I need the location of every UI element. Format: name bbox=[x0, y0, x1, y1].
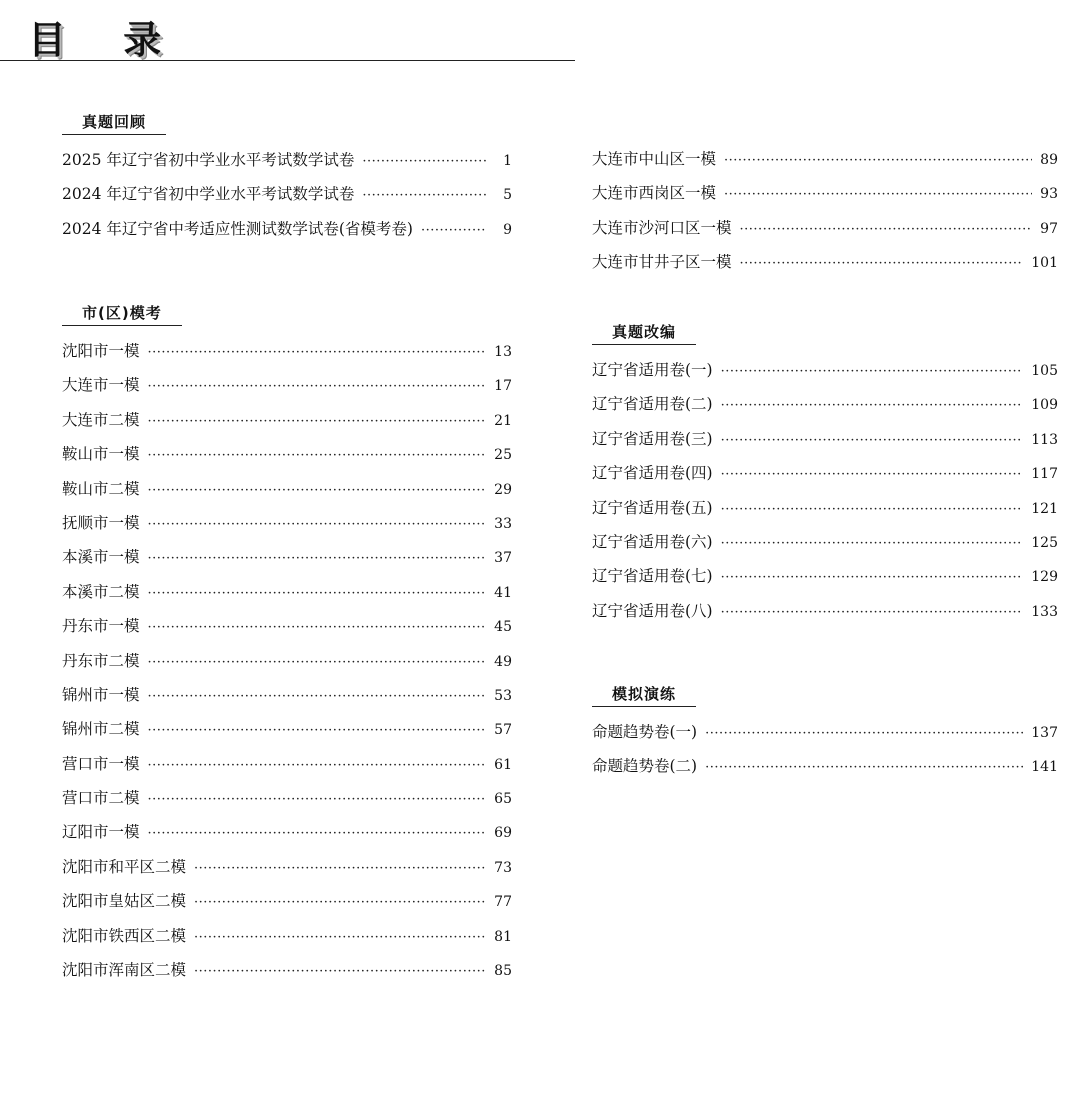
section-heading: 模拟演练 bbox=[592, 684, 696, 707]
toc-entry[interactable] bbox=[592, 422, 1058, 456]
toc-entry-title: 2025 年辽宁省初中学业水平考试数学试卷 bbox=[62, 151, 355, 169]
toc-entry[interactable] bbox=[62, 540, 512, 574]
dot-leader bbox=[148, 714, 486, 748]
toc-entry[interactable] bbox=[62, 368, 512, 402]
toc-entry[interactable] bbox=[62, 678, 512, 712]
toc-entry-page: 85 bbox=[494, 963, 512, 980]
title-rule bbox=[0, 60, 575, 61]
toc-entry-title: 辽阳市一模 bbox=[62, 823, 140, 842]
toc-entry-list bbox=[592, 353, 1058, 628]
toc-entry-title: 锦州市二模 bbox=[62, 720, 140, 739]
toc-entry-page: 93 bbox=[1040, 186, 1058, 203]
toc-entry[interactable] bbox=[62, 506, 512, 540]
toc-entry-page: 137 bbox=[1031, 725, 1058, 741]
toc-entry-page: 125 bbox=[1031, 534, 1058, 551]
dot-leader bbox=[148, 370, 486, 404]
toc-entry-title: 辽宁省适用卷(二) bbox=[592, 395, 713, 414]
toc-entry[interactable] bbox=[62, 712, 512, 746]
dot-leader bbox=[148, 611, 486, 645]
toc-entry[interactable] bbox=[62, 575, 512, 609]
toc-entry-title: 沈阳市和平区二模 bbox=[62, 857, 187, 876]
toc-entry-title: 本溪市二模 bbox=[62, 582, 140, 601]
toc-entry-page: 17 bbox=[494, 378, 512, 395]
toc-entry-title: 辽宁省适用卷(三) bbox=[592, 429, 713, 448]
toc-entry-list bbox=[592, 715, 1058, 784]
toc-entry-page: 69 bbox=[494, 825, 512, 842]
dot-leader bbox=[194, 852, 486, 886]
toc-entry[interactable] bbox=[592, 211, 1058, 245]
dot-leader bbox=[148, 783, 486, 817]
toc-entry[interactable] bbox=[592, 245, 1058, 279]
toc-entry-page: 9 bbox=[503, 221, 512, 238]
dot-leader bbox=[148, 680, 486, 714]
toc-entry-title: 辽宁省适用卷(五) bbox=[592, 498, 713, 517]
dot-leader bbox=[721, 389, 1024, 423]
dot-leader bbox=[148, 577, 486, 611]
toc-entry[interactable] bbox=[592, 491, 1058, 525]
dot-leader bbox=[148, 336, 486, 370]
toc-continued-entries bbox=[592, 142, 1058, 280]
toc-entry-page: 61 bbox=[494, 756, 512, 773]
toc-entry-page: 141 bbox=[1031, 759, 1058, 776]
page-title: 目 录 bbox=[28, 18, 184, 62]
toc-entry-title: 辽宁省适用卷(七) bbox=[592, 567, 713, 586]
dot-leader bbox=[721, 561, 1024, 595]
toc-entry[interactable] bbox=[62, 403, 512, 437]
toc-entry-page: 129 bbox=[1031, 569, 1058, 586]
toc-entry[interactable] bbox=[592, 749, 1058, 783]
toc-entry[interactable] bbox=[62, 815, 512, 849]
toc-entry-page: 13 bbox=[494, 344, 512, 360]
toc-entry-title: 大连市一模 bbox=[62, 376, 140, 395]
toc-entry[interactable] bbox=[62, 850, 512, 884]
toc-entry-page: 45 bbox=[494, 619, 512, 636]
dot-leader bbox=[362, 179, 486, 213]
dot-leader bbox=[148, 542, 486, 576]
toc-entry[interactable] bbox=[62, 334, 512, 368]
toc-entry-title: 大连市二模 bbox=[62, 410, 140, 429]
toc-entry-list bbox=[62, 143, 512, 246]
dot-leader bbox=[721, 355, 1024, 389]
toc-entry-page: 133 bbox=[1031, 603, 1058, 620]
toc-entry-title: 大连市中山区一模 bbox=[592, 150, 717, 168]
dot-leader bbox=[740, 213, 1032, 247]
toc-entry-title: 辽宁省适用卷(一) bbox=[592, 361, 713, 379]
toc-entry-page: 5 bbox=[503, 187, 512, 204]
toc-entry-title: 丹东市一模 bbox=[62, 617, 140, 636]
toc-entry[interactable] bbox=[62, 884, 512, 918]
toc-entry-page: 29 bbox=[494, 481, 512, 498]
toc-entry-list bbox=[62, 334, 512, 987]
dot-leader bbox=[721, 424, 1024, 458]
dot-leader bbox=[148, 405, 486, 439]
toc-entry[interactable] bbox=[592, 559, 1058, 593]
dot-leader bbox=[148, 817, 486, 851]
toc-entry-title: 锦州市一模 bbox=[62, 685, 140, 704]
dot-leader bbox=[724, 144, 1032, 178]
toc-entry[interactable] bbox=[62, 212, 512, 246]
toc-entry-page: 33 bbox=[494, 515, 512, 532]
toc-entry[interactable] bbox=[592, 176, 1058, 210]
toc-entry-page: 49 bbox=[494, 653, 512, 670]
toc-entry-page: 97 bbox=[1040, 220, 1058, 237]
toc-entry-page: 41 bbox=[494, 584, 512, 601]
dot-leader bbox=[421, 214, 486, 248]
toc-entry-title: 沈阳市浑南区二模 bbox=[62, 961, 187, 980]
toc-entry-page: 81 bbox=[494, 928, 512, 945]
toc-entry[interactable] bbox=[62, 953, 512, 987]
toc-entry[interactable] bbox=[62, 437, 512, 471]
toc-entry-title: 辽宁省适用卷(四) bbox=[592, 464, 713, 483]
toc-entry[interactable] bbox=[62, 143, 512, 177]
toc-entry-title: 丹东市二模 bbox=[62, 651, 140, 670]
dot-leader bbox=[724, 178, 1032, 212]
toc-entry-title: 命题趋势卷(一) bbox=[592, 723, 698, 741]
toc-entry-title: 沈阳市铁西区二模 bbox=[62, 926, 187, 945]
dot-leader bbox=[721, 596, 1024, 630]
toc-entry-page: 77 bbox=[494, 894, 512, 911]
toc-entry-title: 营口市一模 bbox=[62, 754, 140, 773]
dot-leader bbox=[148, 646, 486, 680]
toc-entry-page: 21 bbox=[494, 412, 512, 429]
toc-entry-page: 121 bbox=[1031, 500, 1058, 517]
toc-entry-title: 本溪市一模 bbox=[62, 548, 140, 567]
toc-entry-page: 73 bbox=[494, 859, 512, 876]
toc-entry[interactable] bbox=[62, 747, 512, 781]
toc-entry-page: 101 bbox=[1031, 255, 1058, 272]
toc-section-shiqu-mokao bbox=[62, 303, 512, 987]
toc-entry[interactable] bbox=[62, 919, 512, 953]
toc-entry[interactable] bbox=[592, 142, 1058, 176]
section-heading: 真题改编 bbox=[592, 322, 696, 345]
toc-entry-title: 大连市甘井子区一模 bbox=[592, 253, 732, 272]
toc-entry-title: 营口市二模 bbox=[62, 789, 140, 808]
dot-leader bbox=[194, 921, 486, 955]
dot-leader bbox=[194, 886, 486, 920]
toc-entry-title: 2024 年辽宁省初中学业水平考试数学试卷 bbox=[62, 185, 355, 204]
toc-entry-page: 117 bbox=[1031, 466, 1058, 483]
toc-entry-page: 53 bbox=[494, 687, 512, 704]
toc-entry-title: 辽宁省适用卷(六) bbox=[592, 532, 713, 551]
dot-leader bbox=[740, 247, 1024, 281]
toc-section-moni-yanlian bbox=[592, 684, 1058, 784]
dot-leader bbox=[148, 474, 486, 508]
toc-entry-title: 大连市沙河口区一模 bbox=[592, 218, 732, 237]
toc-entry-page: 105 bbox=[1031, 363, 1058, 379]
toc-entry-page: 57 bbox=[494, 722, 512, 739]
dot-leader bbox=[194, 955, 486, 989]
toc-section-zhenti-gaibian bbox=[592, 322, 1058, 628]
toc-entry-title: 命题趋势卷(二) bbox=[592, 757, 698, 776]
toc-entry-page: 89 bbox=[1040, 152, 1058, 168]
dot-leader bbox=[721, 458, 1024, 492]
toc-entry-page: 25 bbox=[494, 447, 512, 464]
toc-entry[interactable] bbox=[592, 387, 1058, 421]
toc-entry-title: 2024 年辽宁省中考适应性测试数学试卷(省模考卷) bbox=[62, 219, 413, 238]
toc-section-zhenti-huigu bbox=[62, 112, 512, 246]
toc-entry-title: 辽宁省适用卷(八) bbox=[592, 601, 713, 620]
toc-entry-page: 37 bbox=[494, 550, 512, 567]
toc-entry-title: 沈阳市皇姑区二模 bbox=[62, 892, 187, 911]
toc-entry-title: 沈阳市一模 bbox=[62, 342, 140, 360]
toc-entry[interactable] bbox=[592, 353, 1058, 387]
toc-entry[interactable] bbox=[62, 781, 512, 815]
dot-leader bbox=[721, 493, 1024, 527]
dot-leader bbox=[705, 751, 1023, 785]
toc-entry-page: 1 bbox=[503, 153, 512, 169]
toc-entry-title: 大连市西岗区一模 bbox=[592, 184, 717, 203]
toc-entry-page: 109 bbox=[1031, 397, 1058, 414]
toc-entry[interactable] bbox=[592, 456, 1058, 490]
toc-entry[interactable] bbox=[592, 715, 1058, 749]
toc-entry[interactable] bbox=[592, 525, 1058, 559]
section-heading: 真题回顾 bbox=[62, 112, 166, 135]
dot-leader bbox=[705, 717, 1023, 751]
toc-entry[interactable] bbox=[62, 177, 512, 211]
dot-leader bbox=[148, 508, 486, 542]
section-heading: 市(区)模考 bbox=[62, 303, 182, 326]
toc-entry-page: 65 bbox=[494, 791, 512, 808]
toc-entry-page: 113 bbox=[1031, 431, 1058, 448]
dot-leader bbox=[362, 145, 486, 179]
dot-leader bbox=[721, 527, 1024, 561]
toc-entry[interactable] bbox=[62, 644, 512, 678]
dot-leader bbox=[148, 749, 486, 783]
toc-entry[interactable] bbox=[62, 472, 512, 506]
toc-entry[interactable] bbox=[62, 609, 512, 643]
toc-entry-title: 鞍山市二模 bbox=[62, 479, 140, 498]
toc-entry-title: 抚顺市一模 bbox=[62, 513, 140, 532]
toc-entry-title: 鞍山市一模 bbox=[62, 445, 140, 464]
dot-leader bbox=[148, 439, 486, 473]
toc-entry[interactable] bbox=[592, 594, 1058, 628]
